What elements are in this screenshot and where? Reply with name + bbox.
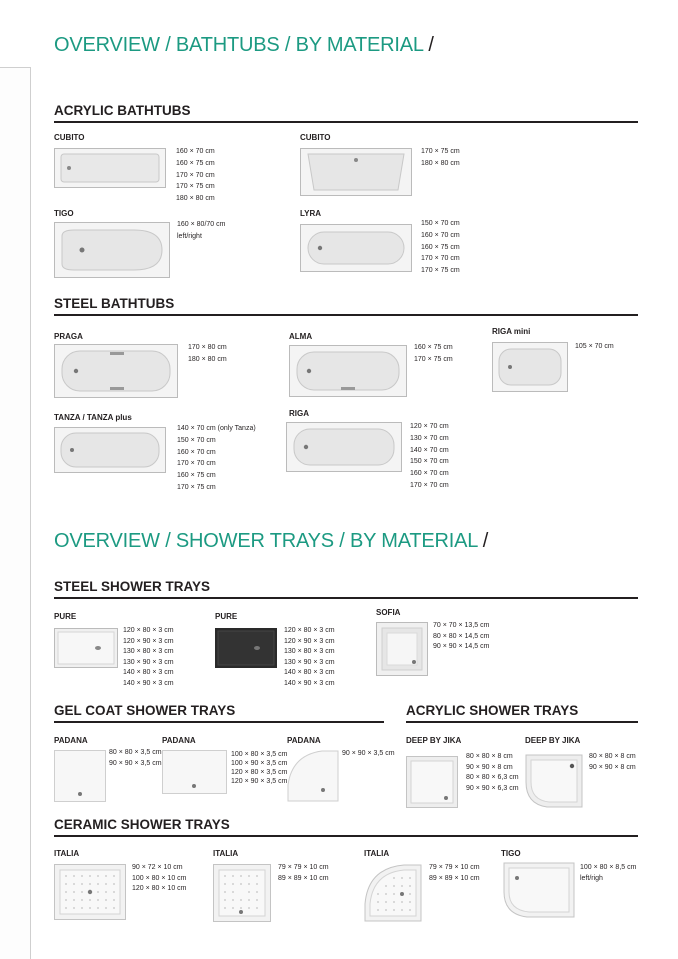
bathtubs-overview-text: OVERVIEW / BATHTUBS / BY MATERIAL	[54, 34, 424, 56]
product-label: LYRA	[300, 209, 322, 218]
size-line: 170 × 75 cm	[414, 355, 453, 363]
size-line: 130 × 90 × 3 cm	[123, 658, 174, 666]
rect-tray-image	[162, 750, 227, 794]
size-line: 140 × 80 × 3 cm	[284, 669, 335, 676]
tigo-bathtub-image	[54, 222, 170, 278]
product-sizes	[278, 863, 329, 884]
size-line: 90 × 72 × 10 cm	[132, 864, 183, 871]
product-label: TANZA / TANZA plus	[54, 413, 132, 422]
size-line: 70 × 70 × 13,5 cm	[433, 622, 490, 629]
product-label: PURE	[215, 612, 238, 621]
size-line: 140 × 70 cm (only Tanza)	[177, 425, 256, 432]
size-line: 100 × 80 × 3,5 cm	[231, 751, 288, 758]
product-sizes	[421, 218, 460, 277]
size-line: 170 × 70 cm	[410, 481, 449, 489]
black-tray-image	[215, 628, 277, 668]
bathtubs-overview-title	[54, 34, 434, 57]
steel-bathtub-image	[54, 427, 166, 473]
oval-bathtub-image	[300, 224, 412, 272]
quadrant-tray-image	[287, 750, 339, 802]
size-line: 130 × 90 × 3 cm	[284, 658, 335, 666]
size-line: 170 × 70 cm	[176, 171, 215, 179]
product-sizes	[342, 748, 395, 760]
size-line: 160 × 75 cm	[176, 159, 215, 167]
steel-trays-rule	[54, 597, 638, 599]
size-line: 105 × 70 cm	[575, 343, 614, 350]
product-label: CUBITO	[300, 133, 331, 142]
size-line: 120 × 90 × 3,5 cm	[231, 778, 288, 785]
product-sizes	[231, 750, 287, 786]
size-line: 160 × 70 cm	[176, 148, 215, 155]
steel-bathtubs-heading: STEEL BATHTUBS	[54, 296, 175, 311]
trays-overview-slash: /	[482, 530, 489, 552]
product-label: DEEP BY JIKA	[406, 736, 462, 745]
size-line: 170 × 75 cm	[176, 183, 215, 191]
ceramic-trays-rule	[54, 835, 638, 837]
size-line: 130 × 70 cm	[410, 434, 449, 442]
size-line: 120 × 80 × 3 cm	[284, 627, 335, 634]
product-label: PADANA	[54, 736, 88, 745]
page-edge	[0, 68, 31, 959]
deep-tray-image	[376, 622, 428, 676]
product-sizes	[177, 423, 256, 494]
size-line: 120 × 90 × 3 cm	[284, 637, 335, 645]
size-line: 140 × 90 × 3 cm	[284, 679, 335, 687]
size-line: 150 × 70 cm	[410, 458, 449, 466]
size-line: 150 × 70 cm	[177, 436, 216, 444]
bathtubs-overview-slash: /	[428, 34, 434, 56]
size-line: 160 × 70 cm	[177, 448, 216, 456]
gelcoat-trays-heading: GEL COAT SHOWER TRAYS	[54, 703, 236, 718]
product-sizes	[284, 626, 335, 689]
size-line: 90 × 90 × 3,5 cm	[342, 750, 395, 757]
trays-overview-text: OVERVIEW / SHOWER TRAYS / BY MATERIAL	[54, 530, 478, 552]
product-sizes	[188, 342, 227, 366]
size-line: left/righ	[580, 874, 603, 882]
textured-tray-image	[54, 864, 126, 920]
deep-quadrant-tray-image	[525, 754, 583, 808]
size-line: 89 × 89 × 10 cm	[278, 874, 329, 882]
size-line: 80 × 80 × 6,3 cm	[466, 774, 519, 781]
size-line: 160 × 80/70 cm	[177, 221, 226, 228]
size-line: left/right	[177, 232, 202, 240]
size-line: 80 × 80 × 14,5 cm	[433, 632, 490, 640]
size-line: 180 × 80 cm	[188, 355, 227, 363]
product-sizes	[580, 863, 636, 884]
size-line: 89 × 89 × 10 cm	[429, 874, 480, 882]
gelcoat-trays-rule	[54, 721, 384, 723]
size-line: 130 × 80 × 3 cm	[284, 648, 335, 655]
size-line: 120 × 80 × 3,5 cm	[231, 769, 288, 776]
product-label: RIGA mini	[492, 327, 531, 336]
white-tray-image	[54, 628, 118, 668]
size-line: 170 × 75 cm	[421, 148, 460, 155]
product-sizes	[132, 863, 186, 895]
size-line: 170 × 70 cm	[177, 460, 216, 468]
size-line: 160 × 75 cm	[177, 472, 216, 480]
size-line: 90 × 90 × 8 cm	[589, 763, 636, 771]
size-line: 80 × 80 × 3,5 cm	[109, 749, 162, 756]
size-line: 180 × 80 cm	[176, 195, 215, 203]
product-sizes	[123, 626, 174, 689]
steel-trays-heading: STEEL SHOWER TRAYS	[54, 579, 211, 594]
size-line: 170 × 70 cm	[421, 255, 460, 263]
size-line: 90 × 90 × 6,3 cm	[466, 784, 519, 792]
product-label: ITALIA	[364, 849, 390, 858]
product-sizes	[466, 752, 519, 794]
product-label: PURE	[54, 612, 77, 621]
ceramic-trays-heading: CERAMIC SHOWER TRAYS	[54, 817, 230, 832]
size-line: 170 × 75 cm	[421, 267, 460, 275]
size-line: 170 × 75 cm	[177, 483, 216, 491]
product-sizes	[177, 219, 225, 243]
size-line: 100 × 80 × 8,5 cm	[580, 864, 637, 871]
trays-overview-title	[54, 530, 488, 553]
acrylic-bathtubs-heading: ACRYLIC BATHTUBS	[54, 103, 191, 118]
rect-bathtub-image	[54, 148, 166, 188]
deep-square-tray-image	[406, 756, 458, 808]
size-line: 160 × 75 cm	[421, 243, 460, 251]
square-tray-image	[54, 750, 106, 802]
size-line: 160 × 70 cm	[421, 231, 460, 239]
size-line: 140 × 80 × 3 cm	[123, 669, 174, 676]
product-sizes	[429, 863, 480, 884]
steel-bathtubs-rule	[54, 314, 638, 316]
size-line: 130 × 80 × 3 cm	[123, 648, 174, 655]
acrylic-trays-rule	[406, 721, 638, 723]
acrylic-trays-heading: ACRYLIC SHOWER TRAYS	[406, 703, 579, 718]
product-label: PADANA	[287, 736, 321, 745]
product-sizes	[176, 146, 215, 205]
size-line: 180 × 80 cm	[421, 159, 460, 167]
product-label: PADANA	[162, 736, 196, 745]
product-label: PRAGA	[54, 332, 83, 341]
mini-bathtub-image	[492, 342, 568, 392]
textured-quadrant-tray-image	[364, 864, 422, 922]
size-line: 100 × 80 × 10 cm	[132, 874, 187, 882]
rect-bathtub-image	[300, 148, 412, 196]
textured-tray-image	[213, 864, 271, 922]
size-line: 150 × 70 cm	[421, 220, 460, 227]
size-line: 79 × 79 × 10 cm	[429, 864, 480, 871]
product-label: TIGO	[501, 849, 521, 858]
product-label: CUBITO	[54, 133, 85, 142]
size-line: 160 × 75 cm	[414, 344, 453, 351]
product-sizes	[433, 621, 489, 653]
product-label: ITALIA	[213, 849, 239, 858]
product-label: SOFIA	[376, 608, 401, 617]
size-line: 80 × 80 × 8 cm	[466, 753, 513, 760]
product-label: TIGO	[54, 209, 74, 218]
product-label: RIGA	[289, 409, 309, 418]
size-line: 160 × 70 cm	[410, 470, 449, 478]
product-label: ITALIA	[54, 849, 80, 858]
steel-bathtub-image	[286, 422, 402, 472]
steel-bathtub-image	[54, 344, 178, 398]
size-line: 90 × 90 × 8 cm	[466, 763, 513, 771]
size-line: 80 × 80 × 8 cm	[589, 753, 636, 760]
product-sizes	[589, 752, 636, 773]
size-line: 120 × 90 × 3 cm	[123, 637, 174, 645]
product-sizes	[410, 421, 449, 492]
product-sizes	[414, 342, 453, 366]
acrylic-bathtubs-rule	[54, 121, 638, 123]
tigo-tray-image	[503, 862, 575, 918]
size-line: 120 × 70 cm	[410, 423, 449, 430]
product-sizes	[109, 748, 162, 769]
size-line: 90 × 90 × 14,5 cm	[433, 643, 490, 650]
steel-bathtub-image	[289, 345, 407, 397]
size-line: 79 × 79 × 10 cm	[278, 864, 329, 871]
size-line: 120 × 80 × 10 cm	[132, 885, 187, 892]
size-line: 120 × 80 × 3 cm	[123, 627, 174, 634]
size-line: 140 × 70 cm	[410, 446, 449, 454]
size-line: 140 × 90 × 3 cm	[123, 679, 174, 687]
product-sizes	[421, 146, 460, 170]
product-label: ALMA	[289, 332, 313, 341]
size-line: 90 × 90 × 3,5 cm	[109, 759, 162, 767]
product-sizes	[575, 341, 614, 353]
size-line: 100 × 90 × 3,5 cm	[231, 760, 288, 767]
size-line: 170 × 80 cm	[188, 344, 227, 351]
product-label: DEEP BY JIKA	[525, 736, 581, 745]
